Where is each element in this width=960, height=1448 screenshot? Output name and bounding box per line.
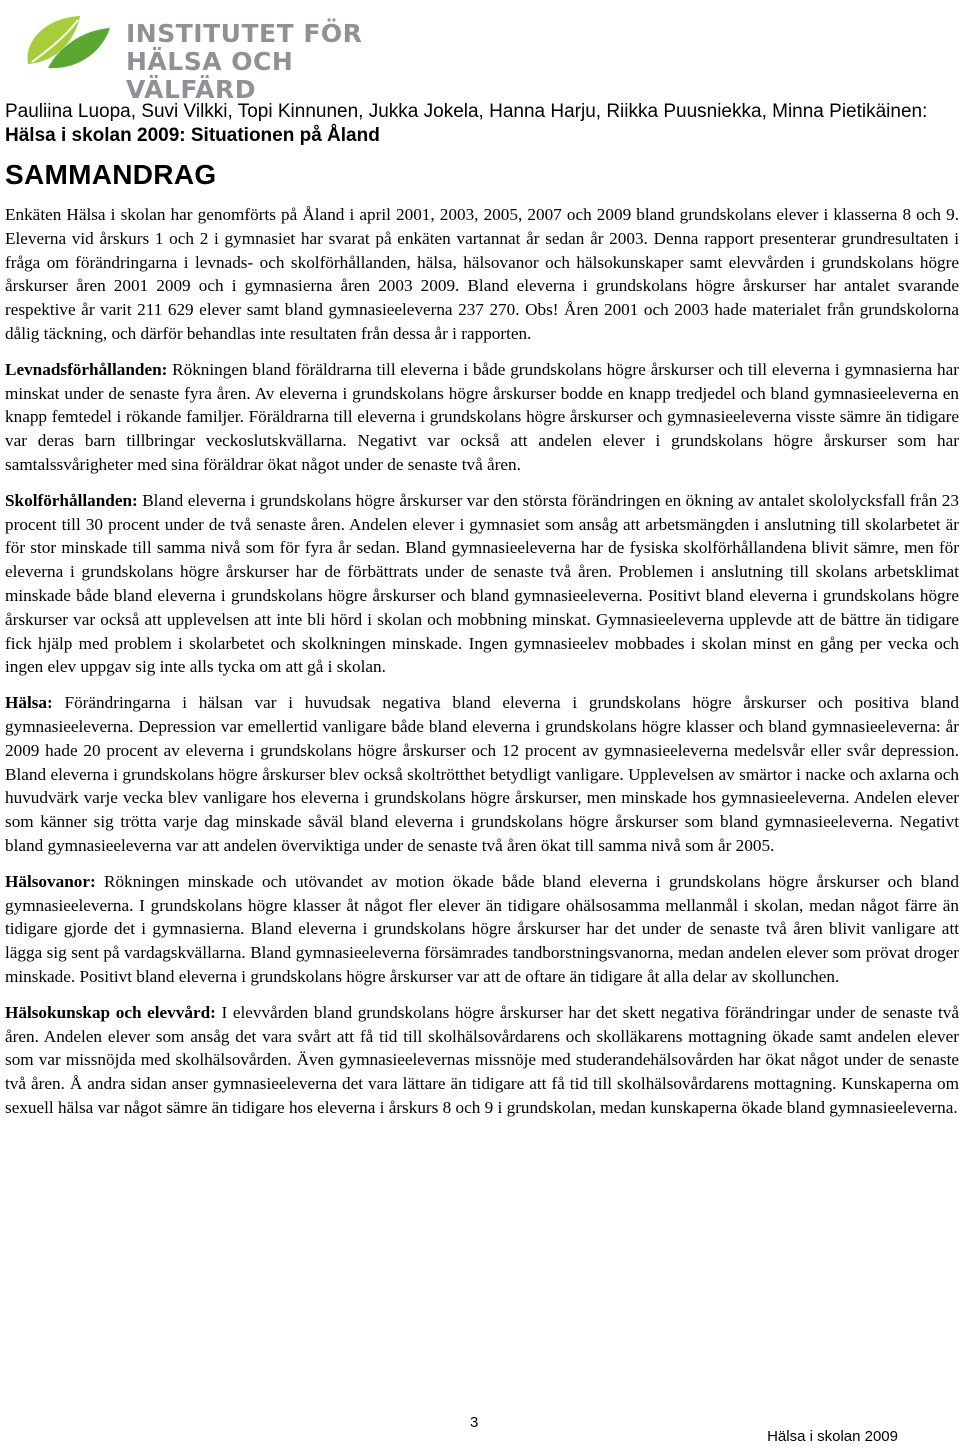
paragraph-halsokunskap bbox=[5, 1001, 959, 1120]
logo-line-1: INSTITUTET FÖR bbox=[126, 19, 363, 48]
paragraph-text: Förändringarna i hälsan var i huvudsak negativa bland eleverna i grundskolans högre årskurser och positiva bland gymnasieeleverna. Depression var emellertid vanligare både bland eleverna i grundskolans högre klasser och bland gymnasieeleverna: år 2009 hade 20 procent av eleverna i grundskolans högre årskurser och 12 procent av gymnasieeleverna medelsvår eller svår depression. Bland eleverna i grundskolans högre årskurser blev också skoltrötthet betydligt vanligare. Upplevelsen av smärtor i nacke och axlarna och huvudvärk varje vecka blev vanligare hos eleverna i grundskolans högre årskurser, men minskade hos gymnasieeleverna. Andelen elever som känner sig trötta varje dag minskade såväl bland eleverna i grundskolans högre årskurser som bland gymnasieeleverna. Negativt bland gymnasieeleverna var att andelen överviktiga under de senaste två åren ökat till samma nivå som år 2005. bbox=[5, 693, 959, 855]
paragraph-lead: Skolförhållanden: bbox=[5, 490, 138, 510]
logo-leaf-icon bbox=[18, 8, 118, 74]
report-title: Hälsa i skolan 2009: Situationen på Åland bbox=[5, 125, 380, 146]
paragraph-skolforhallanden bbox=[5, 489, 959, 679]
paragraph-halsa bbox=[5, 691, 959, 858]
footer-title: Hälsa i skolan 2009 bbox=[767, 1428, 898, 1445]
report-citation bbox=[5, 100, 955, 148]
paragraph-text: Rökningen bland föräldrarna till eleverna i både grundskolans högre årskurser och till eleverna i gymnasierna har minskat under de senaste fyra åren. Av eleverna i grundskolans högre årskurser bodde en knapp tredjedel och bland gymnasieeleverna en knapp femtedel i rökande familjer. Föräldrarna till eleverna i grundskolans högre årskurser och gymnasieeleverna visste sämre än tidigare var deras barn tillbringar veckoslutskvällarna. Negativt var också att andelen elever i grundskolans högre årskurser som har samtalssvårigheter med sina föräldrar ökat något under de senaste två åren. bbox=[5, 359, 959, 474]
paragraph-lead: Levnadsförhållanden: bbox=[5, 359, 168, 379]
section-heading: SAMMANDRAG bbox=[5, 159, 217, 190]
logo-wordmark bbox=[126, 20, 378, 104]
institute-logo bbox=[18, 8, 378, 104]
paragraph-lead: Hälsa: bbox=[5, 693, 53, 713]
paragraph-lead: Hälsovanor: bbox=[5, 871, 96, 891]
paragraph-text: I elevvården bland grundskolans högre årskurser har det skett negativa förändringar under de senaste två åren. Andelen elever som ansåg det vara svårt att få tid till skolhälsovårdarens och skolläkarens mottagning ökade samt andelen elever som var missnöjda med skolhälsovården. Även gymnasieelevernas missnöje med studerandehälsovården har ökat något under de senaste två åren. Å andra sidan anser gymnasieeleverna det vara lättare än tidigare att få tid till skolhälsovårdarens mottagning. Kunskaperna om sexuell hälsa var något sämre än tidigare hos eleverna i årskurs 8 och 9 i grundskolan, medan kunskaperna ökade bland gymnasieeleverna. bbox=[5, 1002, 959, 1117]
page-number: 3 bbox=[470, 1414, 479, 1431]
paragraph-text: Bland eleverna i grundskolans högre årskurser var den största förändringen en ökning av antalet skololycksfall från 23 procent till 30 procent under de två senaste åren. Andelen elever i gymnasiet som ansåg att arbetsmängden i anslutning till skolarbetet är för stor minskade till samma nivå som för fyra år sedan. Bland gymnasieeleverna har de fysiska skolförhållandena blivit sämre, men för eleverna i grundskolans högre årskurser har de förbättrats under de senaste två åren. Problemen i anslutning till skolans arbetsklimat minskade både bland eleverna i grundskolans högre årskurser och bland gymnasieeleverna. Positivt bland eleverna i grundskolans högre årskurser var också att upplevelsen att inte bli hörd i skolan och mobbning minskat. Gymnasieeleverna upplevde att de bättre än tidigare fick hjälp med problem i skolarbetet och skolkningen minskade. Ingen gymnasieelev mobbades i skolan minst en gång per vecka och ingen elev uppgav sig inte alls tycka om att gå i skolan. bbox=[5, 490, 959, 677]
logo-line-2: HÄLSA OCH VÄLFÄRD bbox=[126, 47, 294, 104]
authors: Pauliina Luopa, Suvi Vilkki, Topi Kinnunen, Jukka Jokela, Hanna Harju, Riikka Puusniekka, Minna Pietikäinen: bbox=[5, 101, 928, 122]
paragraph-levnadsforhallanden bbox=[5, 358, 959, 477]
paragraph-text: Rökningen minskade och utövandet av motion ökade både bland eleverna i grundskolans högre årskurser och bland gymnasieeleverna. I grundskolans högre klasser åt något fler elever än tidigare ohälsosamma mellanmål i skolan, medan något färre än tidigare gjorde det i gymnasierna. Bland eleverna i grundskolans högre årskurser har det under de senaste två åren blivit vanligare att lägga sig sent på vardagskvällarna. Bland gymnasieeleverna försämrades tandborstningsvanorna, medan andelen elever som prövat droger minskade. Positivt bland eleverna i grundskolans högre årskurser var att de oftare än tidigare åt alla delar av skollunchen. bbox=[5, 871, 959, 986]
paragraph-intro bbox=[5, 203, 959, 346]
summary-body bbox=[5, 203, 959, 1132]
paragraph-halsovanor bbox=[5, 870, 959, 989]
paragraph-text: Enkäten Hälsa i skolan har genomförts på Åland i april 2001, 2003, 2005, 2007 och 2009 bland grundskolans elever i klasserna 8 och 9. Eleverna vid årskurs 1 och 2 i gymnasiet har svarat på enkäten vartannat år sedan år 2003. Denna rapport presenterar grundresultaten i fråga om förändringarna i levnads- och skolförhållanden, hälsa, hälsovanor och hälsokunskaper samt elevvården i grundskolans högre årskurser åren 2001 2009 och i gymnasierna åren 2003 2009. Bland eleverna i grundskolans högre årskurser har antalet svarande respektive år varit 211 629 elever samt bland gymnasieeleverna 237 270. Obs! Åren 2001 och 2003 hade materialet från grundskolorna dålig täckning, och därför behandlas inte resultaten från dessa år i rapporten. bbox=[5, 205, 959, 343]
paragraph-lead: Hälsokunskap och elevvård: bbox=[5, 1002, 216, 1022]
